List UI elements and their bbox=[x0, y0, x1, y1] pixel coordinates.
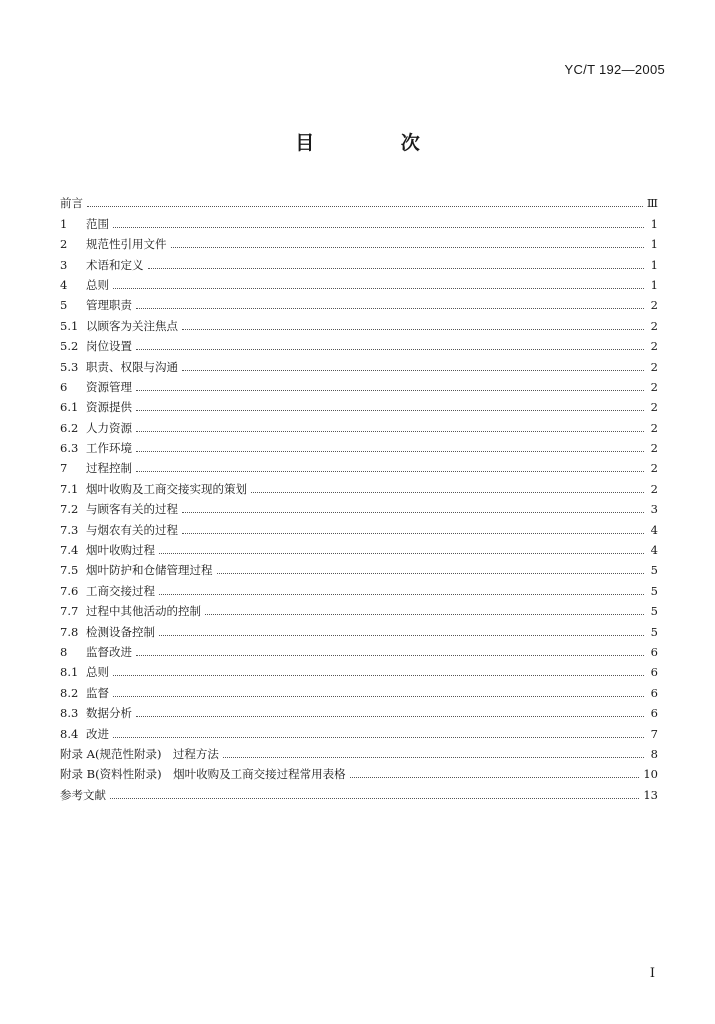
toc-entry[interactable] bbox=[60, 496, 658, 516]
toc-entry-number: 7.1 bbox=[60, 481, 79, 496]
toc-entry-page: 5 bbox=[650, 583, 658, 598]
toc-entry[interactable] bbox=[60, 475, 658, 495]
toc-entry-page: 2 bbox=[650, 420, 658, 435]
toc-entry-page: 2 bbox=[650, 461, 658, 476]
toc-dot-leader bbox=[113, 675, 644, 676]
toc-dot-leader bbox=[182, 512, 644, 513]
toc-dot-leader bbox=[159, 594, 644, 595]
toc-entry-number: 4 bbox=[60, 277, 68, 292]
toc-entry-page: Ⅲ bbox=[646, 196, 658, 211]
toc-entry-number: 1 bbox=[60, 216, 68, 231]
toc-dot-leader bbox=[217, 573, 645, 574]
toc-entry-label: 人力资源 bbox=[86, 420, 132, 435]
toc-dot-leader bbox=[87, 206, 643, 207]
toc-entry-label: 附录 A(规范性附录) 过程方法 bbox=[60, 746, 219, 761]
toc-entry-number: 7.2 bbox=[60, 502, 79, 517]
toc-entry-number: 7 bbox=[60, 461, 68, 476]
toc-entry-page: 7 bbox=[650, 726, 658, 741]
toc-entry-number: 5.2 bbox=[60, 339, 79, 354]
toc-entry-page: 13 bbox=[643, 787, 658, 802]
toc-title: 目 次 bbox=[295, 132, 460, 154]
toc-dot-leader bbox=[171, 247, 645, 248]
toc-entry[interactable] bbox=[60, 374, 658, 394]
toc-entry[interactable] bbox=[60, 720, 658, 740]
toc-entry-page: 6 bbox=[650, 706, 658, 721]
toc-dot-leader bbox=[205, 614, 644, 615]
toc-entry-number: 7.7 bbox=[60, 604, 79, 619]
toc-dot-leader bbox=[136, 655, 644, 656]
toc-entry-number: 6.1 bbox=[60, 400, 79, 415]
toc-entry-page: 1 bbox=[650, 216, 658, 231]
toc-dot-leader bbox=[223, 757, 644, 758]
toc-dot-leader bbox=[110, 798, 639, 799]
toc-entry[interactable] bbox=[60, 659, 658, 679]
toc-entry-label: 烟叶收购及工商交接实现的策划 bbox=[86, 481, 247, 496]
toc-entry[interactable] bbox=[60, 312, 658, 332]
toc-entry[interactable] bbox=[60, 598, 658, 618]
toc-dot-leader bbox=[136, 349, 644, 350]
toc-entry-label: 过程控制 bbox=[86, 461, 132, 476]
toc-entry-page: 1 bbox=[650, 237, 658, 252]
toc-entry-label: 总则 bbox=[86, 665, 109, 680]
toc-entry[interactable] bbox=[60, 414, 658, 434]
toc-entry-label: 规范性引用文件 bbox=[86, 237, 167, 252]
toc-dot-leader bbox=[113, 227, 644, 228]
toc-entry-page: 2 bbox=[650, 359, 658, 374]
toc-dot-leader bbox=[251, 492, 644, 493]
toc-entry-page: 4 bbox=[650, 522, 658, 537]
toc-dot-leader bbox=[159, 553, 644, 554]
toc-dot-leader bbox=[159, 635, 644, 636]
toc-entry-page: 1 bbox=[650, 257, 658, 272]
toc-entry[interactable] bbox=[60, 537, 658, 557]
toc-dot-leader bbox=[113, 288, 644, 289]
toc-entry-label: 检测设备控制 bbox=[86, 624, 155, 639]
toc-dot-leader bbox=[113, 737, 644, 738]
toc-entry-number: 8.4 bbox=[60, 726, 79, 741]
toc-dot-leader bbox=[136, 390, 644, 391]
toc-entry-page: 8 bbox=[650, 746, 658, 761]
toc-entry-number: 2 bbox=[60, 237, 68, 252]
toc-entry-page: 2 bbox=[650, 339, 658, 354]
toc-entry-label: 总则 bbox=[86, 277, 109, 292]
toc-entry-page: 2 bbox=[650, 379, 658, 394]
toc-entry[interactable] bbox=[60, 618, 658, 638]
toc-entry-number: 7.5 bbox=[60, 563, 79, 578]
toc-entry[interactable] bbox=[60, 516, 658, 536]
table-of-contents bbox=[60, 190, 658, 802]
toc-entry-number: 8.3 bbox=[60, 706, 79, 721]
toc-entry-label: 监督改进 bbox=[86, 644, 132, 659]
toc-entry-page: 5 bbox=[650, 563, 658, 578]
toc-entry-number: 8.2 bbox=[60, 685, 79, 700]
toc-dot-leader bbox=[182, 329, 644, 330]
toc-entry[interactable] bbox=[60, 781, 658, 801]
toc-dot-leader bbox=[182, 533, 644, 534]
toc-entry-label: 工作环境 bbox=[86, 441, 132, 456]
toc-entry-label: 岗位设置 bbox=[86, 339, 132, 354]
toc-entry-number: 5.3 bbox=[60, 359, 79, 374]
toc-entry-label: 资源管理 bbox=[86, 379, 132, 394]
toc-entry[interactable] bbox=[60, 333, 658, 353]
toc-dot-leader bbox=[350, 777, 640, 778]
toc-entry[interactable] bbox=[60, 435, 658, 455]
toc-entry[interactable] bbox=[60, 455, 658, 475]
toc-entry-number: 6 bbox=[60, 379, 68, 394]
toc-dot-leader bbox=[136, 451, 644, 452]
toc-dot-leader bbox=[136, 308, 644, 309]
toc-entry-page: 6 bbox=[650, 685, 658, 700]
toc-entry-label: 前言 bbox=[60, 196, 83, 211]
toc-entry-label: 与顾客有关的过程 bbox=[86, 502, 178, 517]
toc-entry-label: 烟叶收购过程 bbox=[86, 543, 155, 558]
toc-entry[interactable] bbox=[60, 761, 658, 781]
toc-entry-label: 数据分析 bbox=[86, 706, 132, 721]
toc-entry-number: 5 bbox=[60, 298, 68, 313]
toc-dot-leader bbox=[148, 268, 645, 269]
toc-entry-label: 烟叶防护和仓储管理过程 bbox=[86, 563, 213, 578]
toc-entry-number: 7.8 bbox=[60, 624, 79, 639]
toc-entry-label: 附录 B(资料性附录) 烟叶收购及工商交接过程常用表格 bbox=[60, 767, 346, 782]
toc-entry-label: 范围 bbox=[86, 216, 109, 231]
toc-dot-leader bbox=[136, 716, 644, 717]
toc-dot-leader bbox=[182, 370, 644, 371]
toc-entry-page: 2 bbox=[650, 400, 658, 415]
toc-entry-page: 4 bbox=[650, 543, 658, 558]
toc-entry[interactable] bbox=[60, 353, 658, 373]
toc-entry[interactable] bbox=[60, 700, 658, 720]
toc-dot-leader bbox=[113, 696, 644, 697]
toc-entry-label: 参考文献 bbox=[60, 787, 106, 802]
toc-entry-number: 6.3 bbox=[60, 441, 79, 456]
toc-entry-page: 3 bbox=[650, 502, 658, 517]
toc-entry-label: 管理职责 bbox=[86, 298, 132, 313]
toc-entry[interactable] bbox=[60, 577, 658, 597]
toc-entry[interactable] bbox=[60, 394, 658, 414]
toc-dot-leader bbox=[136, 471, 644, 472]
toc-entry-label: 改进 bbox=[86, 726, 109, 741]
toc-entry-label: 与烟农有关的过程 bbox=[86, 522, 178, 537]
toc-entry[interactable] bbox=[60, 251, 658, 271]
toc-entry-number: 7.4 bbox=[60, 543, 79, 558]
toc-entry-page: 2 bbox=[650, 318, 658, 333]
toc-entry-number: 3 bbox=[60, 257, 68, 272]
toc-entry-label: 术语和定义 bbox=[86, 257, 144, 272]
toc-entry[interactable] bbox=[60, 679, 658, 699]
toc-entry[interactable] bbox=[60, 190, 658, 210]
toc-entry-page: 2 bbox=[650, 441, 658, 456]
toc-entry-page: 6 bbox=[650, 644, 658, 659]
toc-entry-number: 8 bbox=[60, 644, 68, 659]
toc-entry-number: 5.1 bbox=[60, 318, 79, 333]
toc-entry[interactable] bbox=[60, 292, 658, 312]
toc-entry-number: 6.2 bbox=[60, 420, 79, 435]
toc-entry-page: 6 bbox=[650, 665, 658, 680]
toc-entry-page: 1 bbox=[650, 277, 658, 292]
toc-entry[interactable] bbox=[60, 557, 658, 577]
standard-code: YC/T 192—2005 bbox=[564, 62, 665, 77]
toc-entry-page: 5 bbox=[650, 624, 658, 639]
toc-entry-number: 7.3 bbox=[60, 522, 79, 537]
toc-entry-number: 8.1 bbox=[60, 665, 79, 680]
toc-entry[interactable] bbox=[60, 272, 658, 292]
toc-dot-leader bbox=[136, 431, 644, 432]
toc-entry-page: 2 bbox=[650, 298, 658, 313]
toc-entry-label: 工商交接过程 bbox=[86, 583, 155, 598]
toc-entry-label: 资源提供 bbox=[86, 400, 132, 415]
toc-entry-label: 职责、权限与沟通 bbox=[86, 359, 178, 374]
toc-entry[interactable] bbox=[60, 210, 658, 230]
page-number: I bbox=[649, 966, 655, 981]
toc-entry-label: 监督 bbox=[86, 685, 109, 700]
toc-entry[interactable] bbox=[60, 231, 658, 251]
toc-entry-page: 5 bbox=[650, 604, 658, 619]
toc-entry[interactable] bbox=[60, 741, 658, 761]
toc-entry-number: 7.6 bbox=[60, 583, 79, 598]
toc-entry-page: 10 bbox=[643, 767, 658, 782]
toc-entry-label: 以顾客为关注焦点 bbox=[86, 318, 178, 333]
toc-dot-leader bbox=[136, 410, 644, 411]
toc-entry[interactable] bbox=[60, 639, 658, 659]
toc-entry-page: 2 bbox=[650, 481, 658, 496]
toc-entry-label: 过程中其他活动的控制 bbox=[86, 604, 201, 619]
